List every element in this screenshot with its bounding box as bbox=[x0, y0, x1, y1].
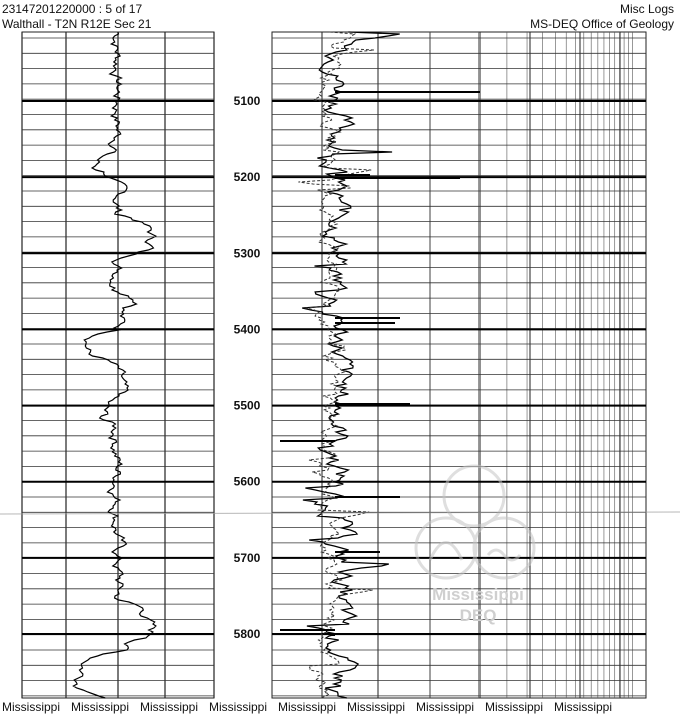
depth-label: 5300 bbox=[233, 246, 261, 261]
depth-label: 5400 bbox=[233, 322, 261, 337]
footer-watermark-word: Mississippi bbox=[278, 700, 337, 714]
watermark-text bbox=[418, 584, 538, 626]
depth-label: 5800 bbox=[233, 627, 261, 641]
watermark-line-1: Mississippi bbox=[432, 585, 524, 604]
footer-watermark-word: Mississippi bbox=[485, 700, 544, 714]
depth-label: 5200 bbox=[233, 170, 261, 185]
footer-watermark-row bbox=[0, 699, 680, 715]
left-log-track bbox=[22, 32, 214, 698]
footer-watermark-word: Mississippi bbox=[416, 700, 475, 714]
footer-watermark-word: Mississippi bbox=[554, 700, 613, 714]
watermark-seal bbox=[416, 466, 534, 578]
depth-labels bbox=[234, 94, 261, 641]
log-type: Misc Logs bbox=[619, 2, 674, 16]
footer-watermark-word: Mississippi bbox=[140, 700, 199, 714]
location-line: Walthall - T2N R12E Sec 21 bbox=[2, 17, 152, 31]
footer-watermark-word: Mississippi bbox=[209, 700, 268, 714]
watermark-line-2: DEQ bbox=[459, 606, 497, 625]
footer-watermark-word: Mississippi bbox=[347, 700, 406, 714]
depth-label: 5700 bbox=[233, 550, 261, 565]
depth-label: 5600 bbox=[233, 474, 261, 489]
footer-watermark-word: Mississippi bbox=[2, 700, 61, 714]
well-id-line: 23147201220000 : 5 of 17 bbox=[2, 2, 143, 16]
agency-name: MS-DEQ Office of Geology bbox=[530, 17, 674, 31]
footer-watermark-word: Mississippi bbox=[71, 700, 130, 714]
depth-label: 5100 bbox=[233, 94, 261, 108]
depth-label: 5500 bbox=[233, 398, 261, 413]
